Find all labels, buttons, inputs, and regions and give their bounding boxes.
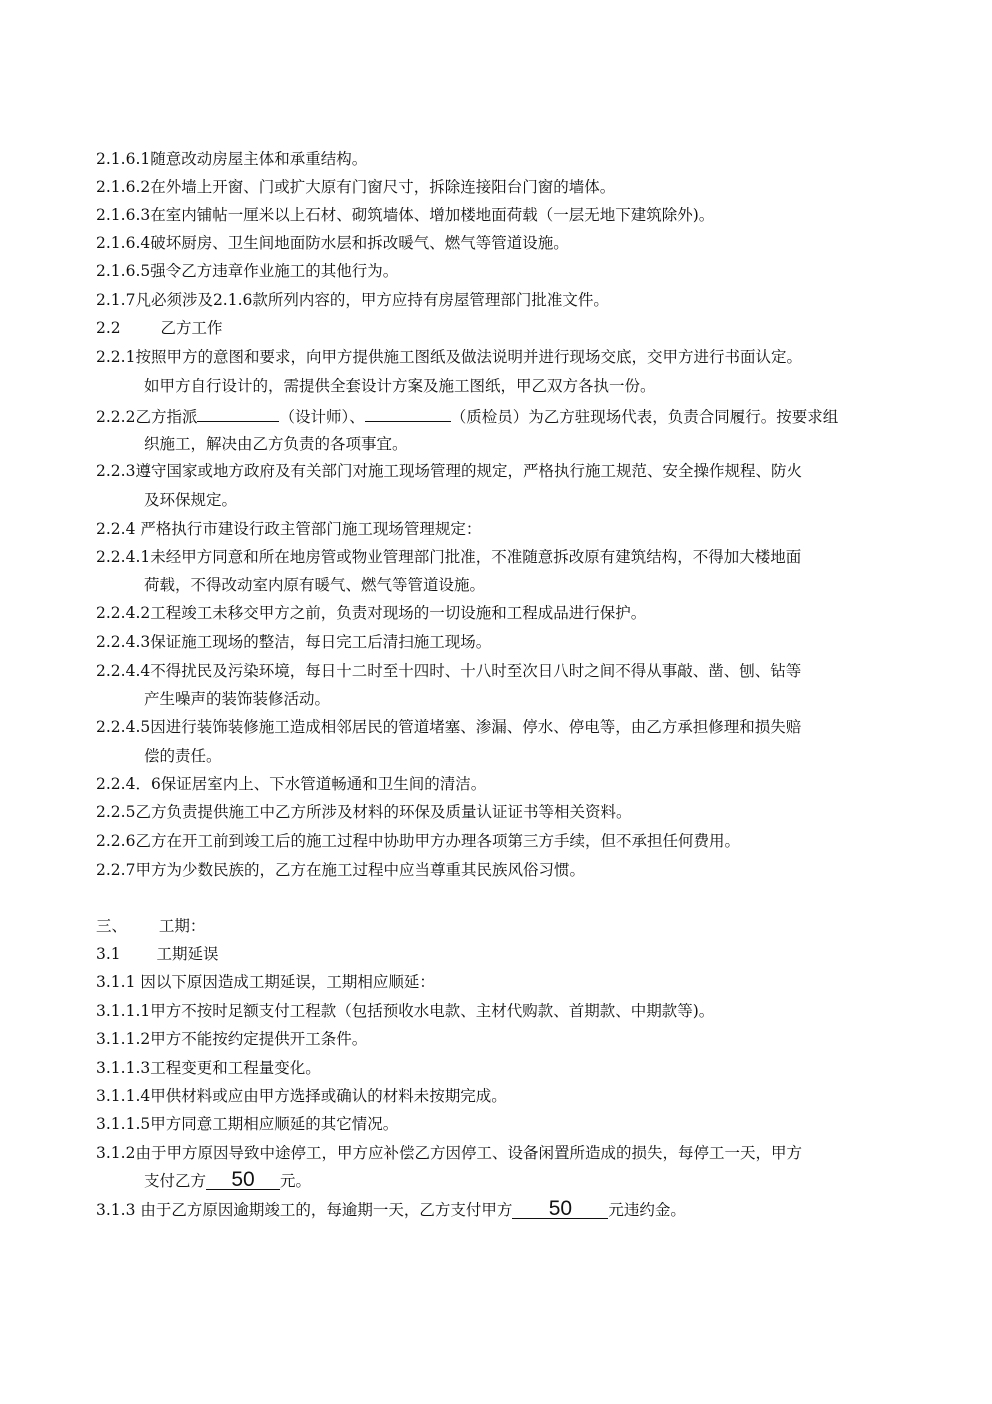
clause-2-2-4-4-line1: 2.2.4.4不得扰民及污染环境，每日十二时至十四时、十八时至次日八时之间不得从事敲、凿、刨、钻等 <box>96 662 802 680</box>
clause-3-1-1-2: 3.1.1.2甲方不能按约定提供开工条件。 <box>96 1030 368 1048</box>
clause-3-1-1-1: 3.1.1.1甲方不按时足额支付工程款（包括预收水电款、主材代购款、首期款、中期款等)。 <box>96 1002 715 1020</box>
clause-2-2-1-line2: 如甲方自行设计的，需提供全套设计方案及施工图纸，甲乙双方各执一份。 <box>144 377 656 395</box>
clause-2-2-4-1-line2: 荷载，不得改动室内原有暖气、燃气等管道设施。 <box>144 576 486 594</box>
clause-2-2-1-line1: 2.2.1按照甲方的意图和要求，向甲方提供施工图纸及做法说明并进行现场交底，交甲方进行书面认定。 <box>96 348 802 366</box>
heading-3 <box>96 916 205 936</box>
clause-2-2-7: 2.2.7甲方为少数民族的，乙方在施工过程中应当尊重其民族风俗习惯。 <box>96 861 585 879</box>
clause-2-1-6-5: 2.1.6.5强令乙方违章作业施工的其他行为。 <box>96 262 399 280</box>
heading-3-1-number: 3.1 <box>96 945 121 963</box>
heading-3-number: 三、 <box>96 917 128 935</box>
inspector-blank[interactable] <box>365 405 451 422</box>
heading-3-1 <box>96 944 219 964</box>
clause-2-2-4-2: 2.2.4.2工程竣工未移交甲方之前，负责对现场的一切设施和工程成品进行保护。 <box>96 604 647 622</box>
daily-penalty-amount[interactable]: 50 <box>512 1200 608 1219</box>
clause-2-2-2-text-b: （设计师）、 <box>279 408 365 426</box>
clause-3-1-1-4: 3.1.1.4甲供材料或应由甲方选择或确认的材料未按期完成。 <box>96 1087 507 1105</box>
daily-compensation-amount[interactable]: 50 <box>206 1171 280 1190</box>
clause-3-1-2-line1: 3.1.2由于甲方原因导致中途停工，甲方应补偿乙方因停工、设备闲置所造成的损失，每停工一天，甲方 <box>96 1144 802 1162</box>
clause-2-2-4-6: 2.2.4．6保证居室内上、下水管道畅通和卫生间的清洁。 <box>96 775 487 793</box>
clause-3-1-2-line2 <box>144 1168 312 1191</box>
clause-2-2-4-3: 2.2.4.3保证施工现场的整洁，每日完工后清扫施工现场。 <box>96 633 492 651</box>
clause-2-2-2-text-c: （质检员）为乙方驻现场代表，负责合同履行。按要求组 <box>450 408 839 426</box>
clause-2-1-6-3: 2.1.6.3在室内铺帖一厘米以上石材、砌筑墙体、增加楼地面荷载（一层无地下建筑除外)。 <box>96 206 715 224</box>
clause-2-1-7: 2.1.7凡必须涉及2.1.6款所列内容的，甲方应持有房屋管理部门批准文件。 <box>96 291 609 309</box>
clause-2-2-4-5-line1: 2.2.4.5因进行装饰装修施工造成相邻居民的管道堵塞、渗漏、停水、停电等，由乙方承担修理和损失赔 <box>96 718 802 736</box>
clause-3-1-1-5: 3.1.1.5甲方同意工期相应顺延的其它情况。 <box>96 1115 399 1133</box>
clause-3-1-3 <box>96 1197 686 1220</box>
clause-2-2-4-4-line2: 产生噪声的装饰装修活动。 <box>144 690 331 708</box>
clause-3-1-1: 3.1.1 因以下原因造成工期延误，工期相应顺延： <box>96 973 435 991</box>
heading-3-1-title: 工期延误 <box>156 945 219 963</box>
clause-2-2-5: 2.2.5乙方负责提供施工中乙方所涉及材料的环保及质量认证证书等相关资料。 <box>96 803 632 821</box>
clause-3-1-3-text-b: 元违约金。 <box>608 1201 686 1219</box>
clause-2-2-4-1-line1: 2.2.4.1未经甲方同意和所在地房管或物业管理部门批准，不准随意拆改原有建筑结构，不得加大楼地面 <box>96 548 802 566</box>
heading-2-2 <box>96 318 223 338</box>
clause-2-2-3-line1: 2.2.3遵守国家或地方政府及有关部门对施工现场管理的规定，严格执行施工规范、安全操作规程、防火 <box>96 462 802 480</box>
clause-2-1-6-4: 2.1.6.4破坏厨房、卫生间地面防水层和拆改暖气、燃气等管道设施。 <box>96 234 569 252</box>
heading-2-2-number: 2.2 <box>96 319 121 337</box>
heading-2-2-title: 乙方工作 <box>160 319 223 337</box>
clause-2-2-2-line1 <box>96 405 838 427</box>
clause-3-1-2-text-b: 元。 <box>280 1172 312 1190</box>
clause-2-2-4-5-line2: 偿的责任。 <box>144 747 222 765</box>
clause-3-1-2-text-a: 支付乙方 <box>144 1172 207 1190</box>
clause-2-2-3-line2: 及环保规定。 <box>144 491 238 509</box>
clause-3-1-3-text-a: 3.1.3 由于乙方原因逾期竣工的，每逾期一天，乙方支付甲方 <box>96 1201 513 1219</box>
heading-3-title: 工期： <box>158 917 206 935</box>
clause-2-2-4: 2.2.4 严格执行市建设行政主管部门施工现场管理规定： <box>96 520 482 538</box>
clause-2-1-6-1: 2.1.6.1随意改动房屋主体和承重结构。 <box>96 150 368 168</box>
clause-2-2-2-text-a: 2.2.2乙方指派 <box>96 408 198 426</box>
clause-3-1-1-3: 3.1.1.3工程变更和工程量变化。 <box>96 1059 321 1077</box>
clause-2-1-6-2: 2.1.6.2在外墙上开窗、门或扩大原有门窗尺寸，拆除连接阳台门窗的墙体。 <box>96 178 616 196</box>
clause-2-2-6: 2.2.6乙方在开工前到竣工后的施工过程中协助甲方办理各项第三方手续，但不承担任何费用。 <box>96 832 740 850</box>
designer-blank[interactable] <box>197 405 279 422</box>
clause-2-2-2-line2: 织施工，解决由乙方负责的各项事宜。 <box>144 435 408 453</box>
